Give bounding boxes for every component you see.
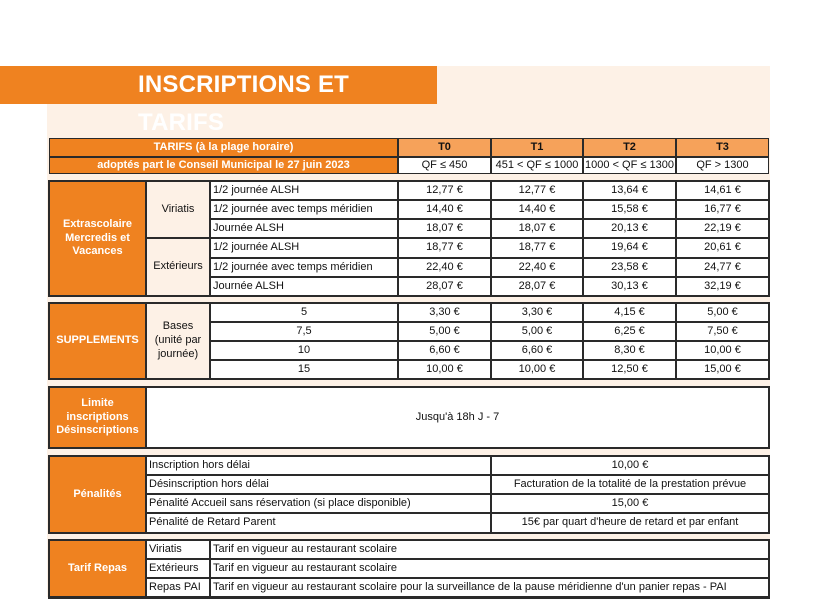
price-cell: 4,15 € (583, 303, 676, 322)
price-cell: 16,77 € (676, 200, 769, 219)
price-cell: 18,77 € (491, 238, 583, 258)
price-cell: 20,13 € (583, 219, 676, 238)
base-cell: 10 (210, 341, 398, 360)
page-title: INSCRIPTIONS ET TARIFS (0, 66, 437, 104)
base-cell: 5 (210, 303, 398, 322)
penalite-label: Pénalité de Retard Parent (146, 513, 491, 533)
tier-header: T0 (398, 138, 491, 157)
price-cell: 22,40 € (398, 258, 491, 277)
base-cell: 15 (210, 360, 398, 379)
tier-header: T3 (676, 138, 769, 157)
price-cell: 6,60 € (491, 341, 583, 360)
repas-row-label: Viriatis (146, 540, 210, 559)
price-cell: 32,19 € (676, 277, 769, 296)
penalite-label: Désinscription hors délai (146, 475, 491, 494)
price-cell: 18,07 € (398, 219, 491, 238)
price-cell: 18,77 € (398, 238, 491, 258)
repas-row-value: Tarif en vigueur au restaurant scolaire (210, 540, 769, 559)
supplements-sublabel: Bases (unité par journée) (146, 303, 210, 379)
price-cell: 12,77 € (491, 181, 583, 200)
price-cell: 24,77 € (676, 258, 769, 277)
price-cell: 14,61 € (676, 181, 769, 200)
extrascolaire-label: Extrascolaire Mercredis et Vacances (49, 181, 146, 296)
header-label-line2: adoptés part le Conseil Municipal le 27 juin 2023 (49, 157, 398, 174)
price-cell: 22,19 € (676, 219, 769, 238)
row-label: Journée ALSH (210, 219, 398, 238)
price-cell: 30,13 € (583, 277, 676, 296)
penalites-label: Pénalités (49, 456, 146, 533)
price-cell: 10,00 € (676, 341, 769, 360)
price-cell: 14,40 € (398, 200, 491, 219)
qf-range: 1000 < QF ≤ 1300 (583, 157, 676, 174)
penalite-value: Facturation de la totalité de la prestation prévue (491, 475, 769, 494)
price-cell: 13,64 € (583, 181, 676, 200)
price-cell: 5,00 € (676, 303, 769, 322)
price-cell: 5,00 € (398, 322, 491, 341)
price-cell: 28,07 € (491, 277, 583, 296)
row-label: 1/2 journée avec temps méridien (210, 200, 398, 219)
row-label: Journée ALSH (210, 277, 398, 296)
penalite-label: Inscription hors délai (146, 456, 491, 475)
group-exterieurs: Extérieurs (146, 238, 210, 296)
price-cell: 10,00 € (398, 360, 491, 379)
price-cell: 5,00 € (491, 322, 583, 341)
price-cell: 7,50 € (676, 322, 769, 341)
supplements-label: SUPPLEMENTS (49, 303, 146, 379)
group-viriatis: Viriatis (146, 181, 210, 238)
tier-header: T1 (491, 138, 583, 157)
row-label: 1/2 journée ALSH (210, 181, 398, 200)
qf-range: 451 < QF ≤ 1000 (491, 157, 583, 174)
price-cell: 3,30 € (398, 303, 491, 322)
price-cell: 15,00 € (676, 360, 769, 379)
price-cell: 22,40 € (491, 258, 583, 277)
price-cell: 15,58 € (583, 200, 676, 219)
price-cell: 6,25 € (583, 322, 676, 341)
price-cell: 3,30 € (491, 303, 583, 322)
penalite-value: 10,00 € (491, 456, 769, 475)
price-cell: 8,30 € (583, 341, 676, 360)
row-label: 1/2 journée ALSH (210, 238, 398, 258)
price-cell: 12,50 € (583, 360, 676, 379)
penalite-label: Pénalité Accueil sans réservation (si place disponible) (146, 494, 491, 513)
repas-row-value: Tarif en vigueur au restaurant scolaire (210, 559, 769, 578)
qf-range: QF ≤ 450 (398, 157, 491, 174)
price-cell: 19,64 € (583, 238, 676, 258)
penalite-value: 15€ par quart d'heure de retard et par enfant (491, 513, 769, 533)
price-cell: 20,61 € (676, 238, 769, 258)
repas-row-label: Repas PAI (146, 578, 210, 597)
row-label: 1/2 journée avec temps méridien (210, 258, 398, 277)
price-cell: 14,40 € (491, 200, 583, 219)
repas-row-label: Extérieurs (146, 559, 210, 578)
price-cell: 12,77 € (398, 181, 491, 200)
price-cell: 23,58 € (583, 258, 676, 277)
limite-value: Jusqu'à 18h J - 7 (146, 387, 769, 448)
qf-range: QF > 1300 (676, 157, 769, 174)
penalite-value: 15,00 € (491, 494, 769, 513)
price-cell: 28,07 € (398, 277, 491, 296)
tier-header: T2 (583, 138, 676, 157)
base-cell: 7,5 (210, 322, 398, 341)
price-cell: 10,00 € (491, 360, 583, 379)
limite-label: Limite inscriptions Désinscriptions (49, 387, 146, 448)
price-cell: 18,07 € (491, 219, 583, 238)
repas-label: Tarif Repas (49, 540, 146, 597)
repas-row-value: Tarif en vigueur au restaurant scolaire pour la surveillance de la pause méridienne d'un panier repas - PAI (210, 578, 769, 597)
price-cell: 6,60 € (398, 341, 491, 360)
header-label-line1: TARIFS (à la plage horaire) (49, 138, 398, 157)
